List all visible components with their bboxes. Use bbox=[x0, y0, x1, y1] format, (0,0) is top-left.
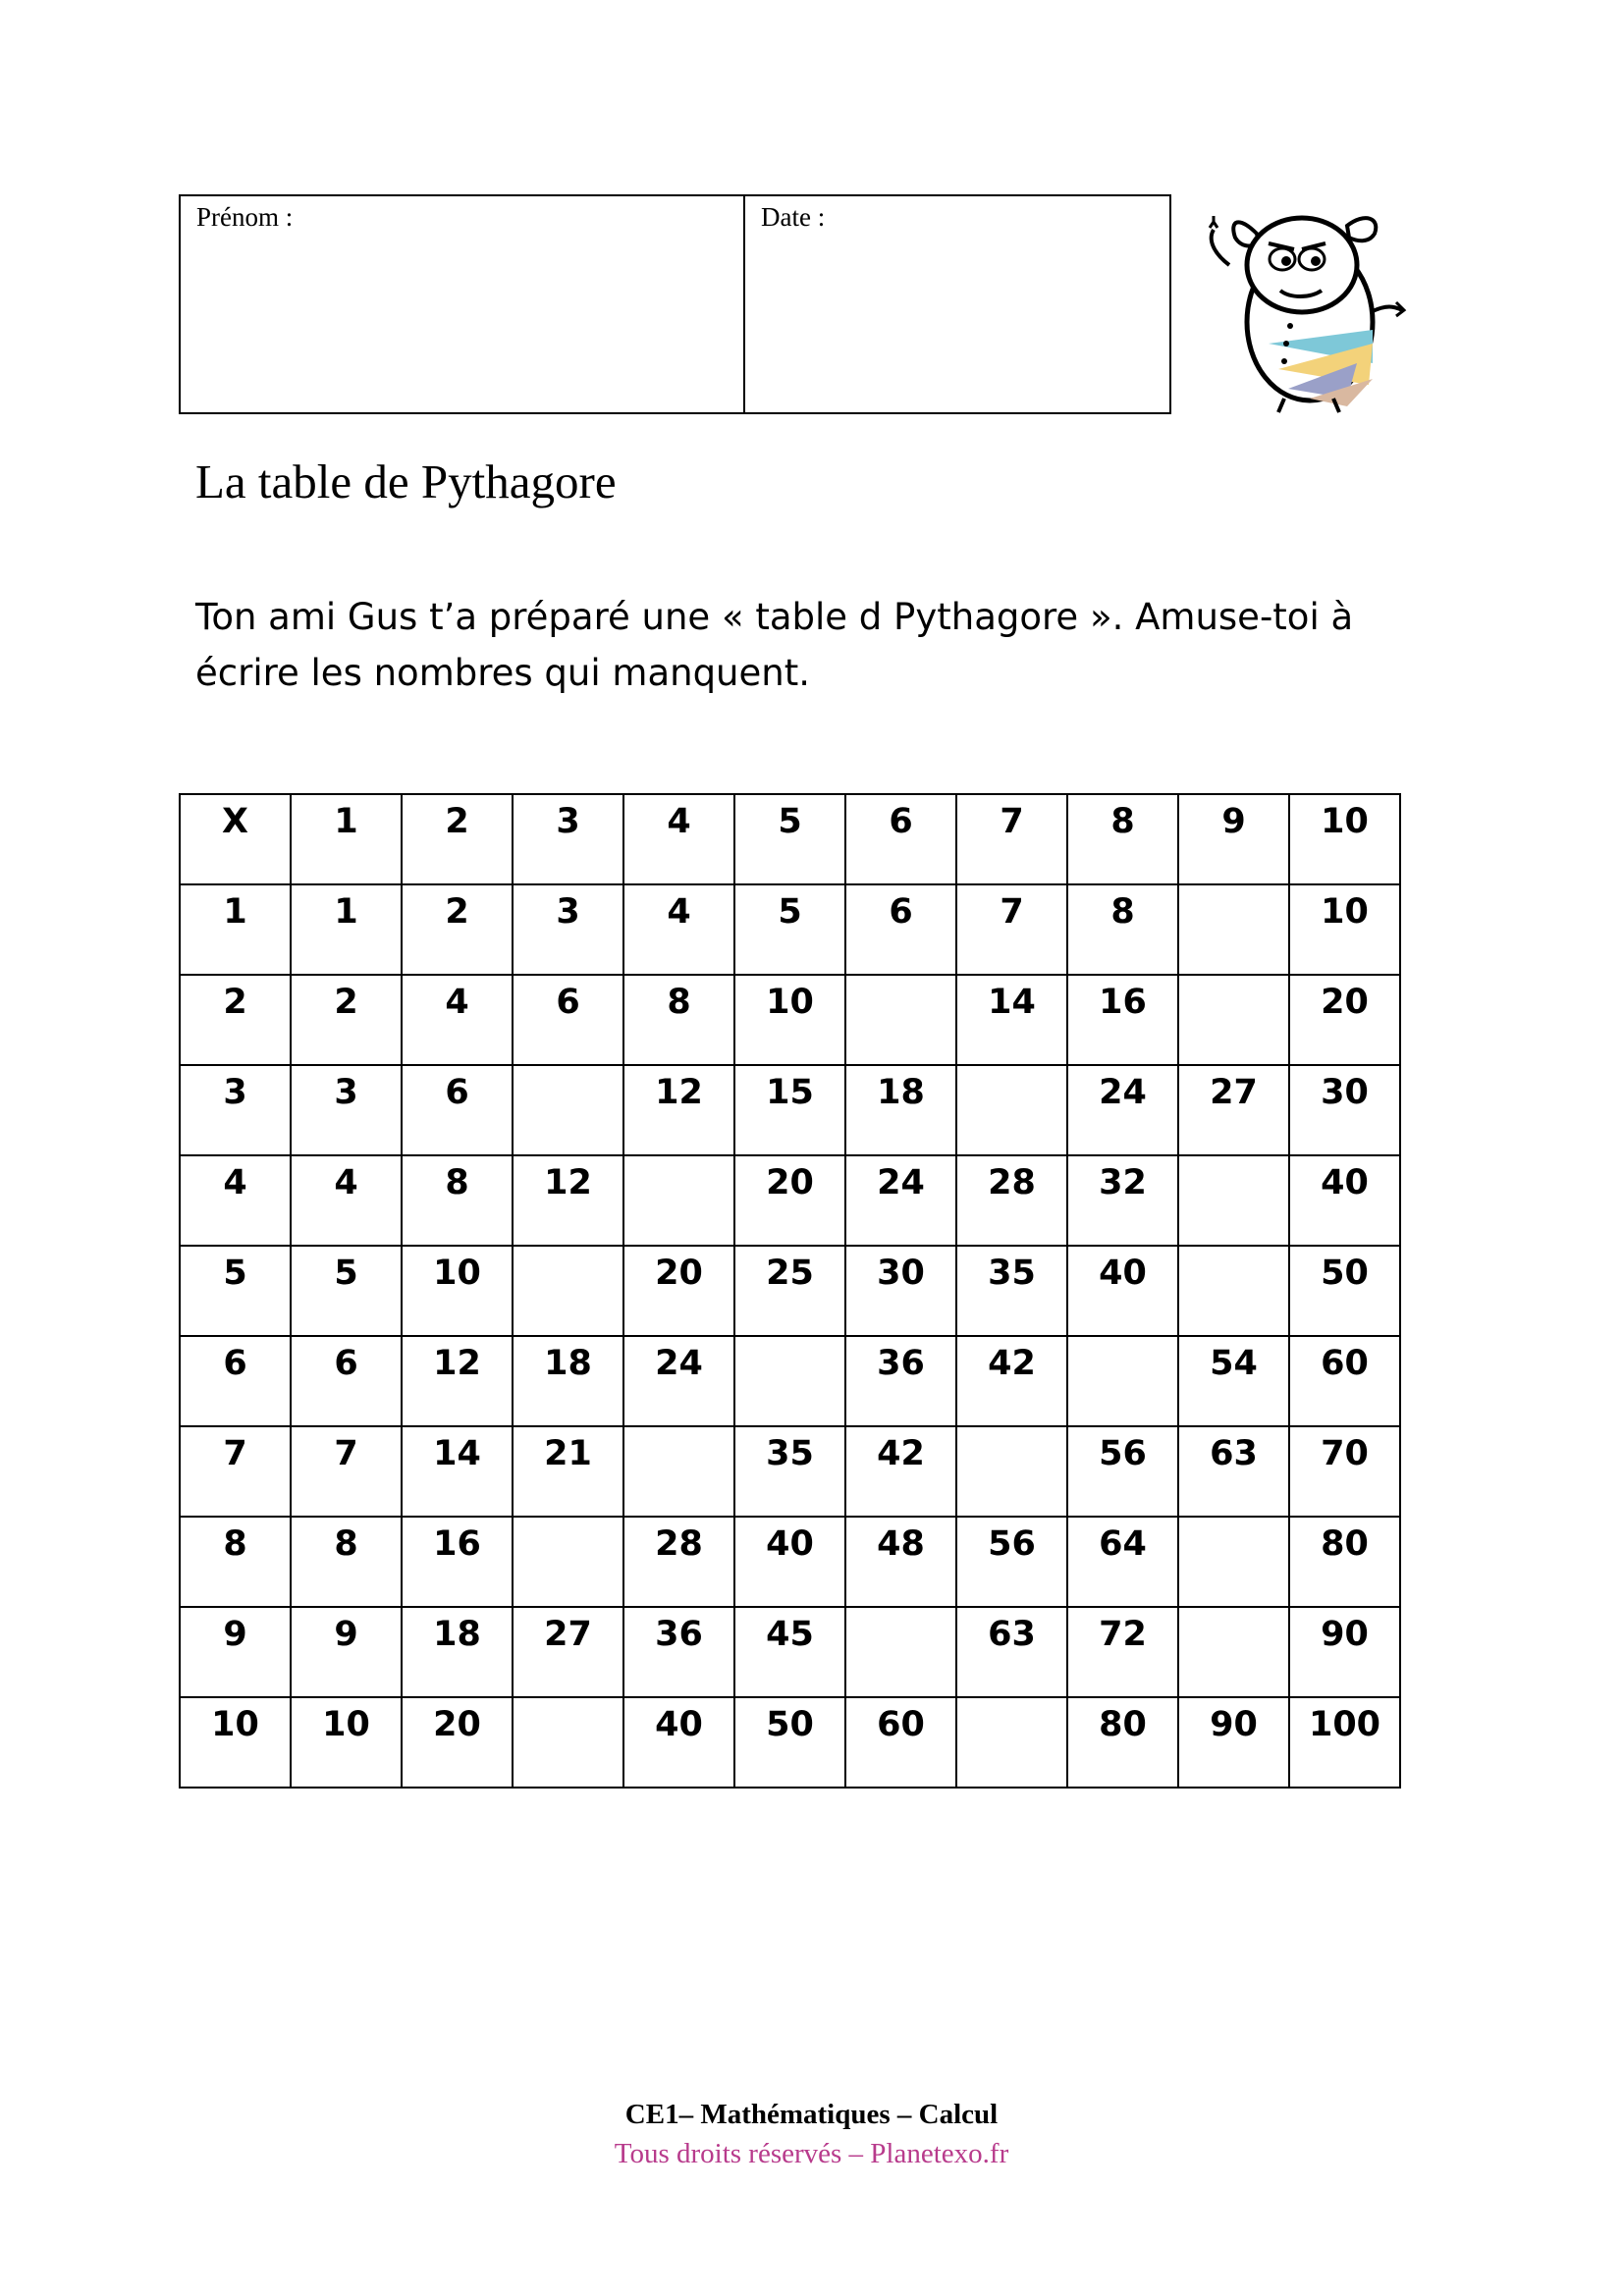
table-cell-value: 30 bbox=[877, 1254, 925, 1293]
table-cell bbox=[513, 975, 623, 1065]
table-cell-value: 48 bbox=[877, 1524, 925, 1564]
table-cell bbox=[402, 1607, 513, 1697]
table-cell-value: 24 bbox=[1099, 1073, 1147, 1112]
table-cell-value: 24 bbox=[655, 1344, 703, 1383]
table-cell-value: 56 bbox=[988, 1524, 1036, 1564]
table-cell-value: 3 bbox=[334, 1073, 358, 1112]
table-cell-value: 90 bbox=[1210, 1705, 1258, 1744]
table-cell-value: 7 bbox=[223, 1434, 247, 1473]
table-blank-cell[interactable] bbox=[1178, 884, 1289, 975]
table-cell-value: 80 bbox=[1099, 1705, 1147, 1744]
table-cell bbox=[402, 1336, 513, 1426]
table-header-cell bbox=[1289, 794, 1400, 884]
table-cell bbox=[845, 1336, 956, 1426]
table-cell bbox=[734, 1246, 845, 1336]
table-cell-value: 2 bbox=[334, 983, 358, 1022]
table-cell bbox=[513, 1336, 623, 1426]
table-cell-value: 50 bbox=[1321, 1254, 1369, 1293]
table-cell-value: 14 bbox=[988, 983, 1036, 1022]
table-cell bbox=[734, 1065, 845, 1155]
table-cell-value: 16 bbox=[433, 1524, 481, 1564]
table-cell-value: 9 bbox=[334, 1615, 358, 1654]
table-cell bbox=[1289, 1065, 1400, 1155]
table-header-cell bbox=[734, 794, 845, 884]
table-cell bbox=[1067, 1517, 1178, 1607]
table-cell-value: X bbox=[222, 802, 248, 841]
table-header-cell bbox=[180, 1426, 291, 1517]
table-cell bbox=[1289, 1336, 1400, 1426]
table-cell bbox=[291, 1426, 402, 1517]
table-cell-value: 9 bbox=[223, 1615, 247, 1654]
table-cell-value: 42 bbox=[988, 1344, 1036, 1383]
table-cell-value: 10 bbox=[1321, 802, 1369, 841]
table-blank-cell[interactable] bbox=[1067, 1336, 1178, 1426]
table-cell-value: 64 bbox=[1099, 1524, 1147, 1564]
table-blank-cell[interactable] bbox=[1178, 1246, 1289, 1336]
table-cell-value: 4 bbox=[334, 1163, 358, 1202]
table-cell-value: 36 bbox=[655, 1615, 703, 1654]
table-cell bbox=[1178, 1697, 1289, 1788]
table-cell bbox=[623, 1517, 734, 1607]
table-cell-value: 4 bbox=[445, 983, 469, 1022]
table-cell-value: 3 bbox=[556, 892, 580, 932]
table-cell bbox=[734, 1426, 845, 1517]
table-header-cell bbox=[180, 975, 291, 1065]
table-cell bbox=[1289, 1697, 1400, 1788]
table-cell bbox=[734, 1607, 845, 1697]
table-cell bbox=[1178, 1426, 1289, 1517]
table-cell-value: 5 bbox=[334, 1254, 358, 1293]
table-cell bbox=[623, 1246, 734, 1336]
table-blank-cell[interactable] bbox=[1178, 1155, 1289, 1246]
table-row bbox=[180, 1607, 1400, 1697]
table-header-cell bbox=[180, 1697, 291, 1788]
table-cell-value: 2 bbox=[223, 983, 247, 1022]
table-header-cell bbox=[180, 1517, 291, 1607]
first-name-field[interactable] bbox=[181, 196, 745, 412]
table-blank-cell[interactable] bbox=[956, 1697, 1067, 1788]
table-cell bbox=[1289, 1607, 1400, 1697]
table-cell-value: 6 bbox=[445, 1073, 469, 1112]
table-cell bbox=[291, 1697, 402, 1788]
table-cell-value: 30 bbox=[1321, 1073, 1369, 1112]
date-field[interactable] bbox=[745, 196, 1169, 412]
table-cell-value: 5 bbox=[778, 892, 802, 932]
table-cell bbox=[291, 975, 402, 1065]
table-cell-value: 28 bbox=[655, 1524, 703, 1564]
table-cell bbox=[1289, 884, 1400, 975]
table-row bbox=[180, 1065, 1400, 1155]
table-blank-cell[interactable] bbox=[956, 1065, 1067, 1155]
table-cell-value: 5 bbox=[223, 1254, 247, 1293]
instructions-text: Ton ami Gus t’a préparé une « table d Pythagore ». Amuse-toi à écrire les nombres qui manquent. bbox=[195, 596, 1354, 694]
table-cell-value: 60 bbox=[1321, 1344, 1369, 1383]
table-cell bbox=[845, 1697, 956, 1788]
table-cell bbox=[1067, 1246, 1178, 1336]
table-cell-value: 3 bbox=[556, 802, 580, 841]
table-cell bbox=[402, 1426, 513, 1517]
table-cell-value: 20 bbox=[433, 1705, 481, 1744]
table-cell bbox=[734, 1155, 845, 1246]
table-cell-value: 21 bbox=[544, 1434, 592, 1473]
table-cell bbox=[956, 975, 1067, 1065]
table-cell bbox=[1067, 1065, 1178, 1155]
table-cell-value: 1 bbox=[334, 892, 358, 932]
pythagoras-table bbox=[179, 793, 1401, 1789]
table-cell bbox=[845, 1246, 956, 1336]
date-label: Date : bbox=[761, 202, 826, 232]
table-cell bbox=[1067, 1426, 1178, 1517]
table-cell bbox=[291, 1246, 402, 1336]
table-cell bbox=[623, 1697, 734, 1788]
table-cell-value: 9 bbox=[1221, 802, 1246, 841]
table-cell-value: 35 bbox=[988, 1254, 1036, 1293]
table-cell bbox=[845, 1155, 956, 1246]
table-blank-cell[interactable] bbox=[956, 1426, 1067, 1517]
table-cell bbox=[845, 1065, 956, 1155]
table-cell bbox=[956, 1155, 1067, 1246]
table-cell-value: 8 bbox=[1110, 802, 1135, 841]
table-cell-value: 12 bbox=[433, 1344, 481, 1383]
table-cell-value: 1 bbox=[223, 892, 247, 932]
table-cell-value: 50 bbox=[766, 1705, 814, 1744]
table-row bbox=[180, 1697, 1400, 1788]
table-cell bbox=[402, 1697, 513, 1788]
table-cell-value: 40 bbox=[1321, 1163, 1369, 1202]
table-header-cell bbox=[623, 794, 734, 884]
page-title: La table de Pythagore bbox=[195, 454, 617, 508]
table-cell bbox=[1067, 1155, 1178, 1246]
table-cell bbox=[623, 975, 734, 1065]
table-cell-value: 25 bbox=[766, 1254, 814, 1293]
table-cell-value: 40 bbox=[766, 1524, 814, 1564]
table-cell-value: 7 bbox=[334, 1434, 358, 1473]
table-cell-value: 6 bbox=[223, 1344, 247, 1383]
table-cell-value: 6 bbox=[556, 983, 580, 1022]
table-cell bbox=[1289, 1426, 1400, 1517]
table-cell-value: 4 bbox=[667, 892, 691, 932]
table-cell-value: 32 bbox=[1099, 1163, 1147, 1202]
table-cell-value: 100 bbox=[1308, 1705, 1381, 1744]
table-cell-value: 12 bbox=[544, 1163, 592, 1202]
table-blank-cell[interactable] bbox=[623, 1426, 734, 1517]
table-cell bbox=[513, 1426, 623, 1517]
table-blank-cell[interactable] bbox=[845, 975, 956, 1065]
table-header-cell bbox=[956, 794, 1067, 884]
table-cell-value: 10 bbox=[1321, 892, 1369, 932]
table-header-cell bbox=[1178, 794, 1289, 884]
table-cell-value: 6 bbox=[889, 802, 913, 841]
table-cell-value: 20 bbox=[766, 1163, 814, 1202]
table-cell bbox=[402, 1246, 513, 1336]
table-cell-value: 42 bbox=[877, 1434, 925, 1473]
table-cell bbox=[623, 1065, 734, 1155]
gus-sheep-mascot-icon bbox=[1200, 196, 1410, 418]
table-cell-value: 8 bbox=[1110, 892, 1135, 932]
table-row bbox=[180, 1517, 1400, 1607]
table-cell-value: 3 bbox=[223, 1073, 247, 1112]
table-cell-value: 7 bbox=[1000, 802, 1024, 841]
table-cell-value: 20 bbox=[655, 1254, 703, 1293]
table-cell-value: 60 bbox=[877, 1705, 925, 1744]
table-row bbox=[180, 1426, 1400, 1517]
table-cell bbox=[956, 1607, 1067, 1697]
table-cell-value: 1 bbox=[334, 802, 358, 841]
table-cell-value: 8 bbox=[223, 1524, 247, 1564]
table-cell-value: 54 bbox=[1210, 1344, 1258, 1383]
table-cell-value: 90 bbox=[1321, 1615, 1369, 1654]
footer-subject: CE1– Mathématiques – Calcul bbox=[624, 2099, 999, 2130]
table-row bbox=[180, 884, 1400, 975]
table-blank-cell[interactable] bbox=[513, 1246, 623, 1336]
table-header-cell bbox=[1067, 794, 1178, 884]
table-cell bbox=[291, 1517, 402, 1607]
table-header-cell bbox=[513, 794, 623, 884]
table-cell-value: 16 bbox=[1099, 983, 1147, 1022]
table-cell-value: 10 bbox=[322, 1705, 370, 1744]
table-cell bbox=[402, 1155, 513, 1246]
table-cell bbox=[291, 1336, 402, 1426]
table-blank-cell[interactable] bbox=[623, 1155, 734, 1246]
table-cell-value: 24 bbox=[877, 1163, 925, 1202]
table-cell bbox=[291, 1155, 402, 1246]
table-cell-value: 45 bbox=[766, 1615, 814, 1654]
table-cell-value: 4 bbox=[223, 1163, 247, 1202]
table-cell-value: 40 bbox=[1099, 1254, 1147, 1293]
table-cell bbox=[623, 1607, 734, 1697]
table-cell bbox=[1067, 1697, 1178, 1788]
table-row bbox=[180, 1336, 1400, 1426]
table-cell-value: 8 bbox=[445, 1163, 469, 1202]
table-cell-value: 2 bbox=[445, 802, 469, 841]
table-cell-value: 27 bbox=[1210, 1073, 1258, 1112]
table-cell-value: 72 bbox=[1099, 1615, 1147, 1654]
table-cell-value: 18 bbox=[544, 1344, 592, 1383]
table-row bbox=[180, 1246, 1400, 1336]
table-cell bbox=[956, 1246, 1067, 1336]
table-cell bbox=[402, 884, 513, 975]
table-header-cell bbox=[291, 794, 402, 884]
table-cell-value: 10 bbox=[211, 1705, 259, 1744]
table-header-cell bbox=[845, 794, 956, 884]
table-blank-cell[interactable] bbox=[513, 1065, 623, 1155]
table-cell-value: 18 bbox=[433, 1615, 481, 1654]
table-cell-value: 56 bbox=[1099, 1434, 1147, 1473]
table-blank-cell[interactable] bbox=[513, 1517, 623, 1607]
table-cell-value: 10 bbox=[433, 1254, 481, 1293]
table-cell-value: 80 bbox=[1321, 1524, 1369, 1564]
table-cell-value: 12 bbox=[655, 1073, 703, 1112]
table-cell-value: 4 bbox=[667, 802, 691, 841]
table-cell bbox=[1067, 884, 1178, 975]
table-header-cell bbox=[180, 1155, 291, 1246]
table-blank-cell[interactable] bbox=[1178, 1517, 1289, 1607]
table-cell bbox=[1289, 1155, 1400, 1246]
table-cell bbox=[734, 1697, 845, 1788]
table-cell-value: 6 bbox=[889, 892, 913, 932]
student-info-box bbox=[179, 194, 1171, 414]
table-cell-value: 70 bbox=[1321, 1434, 1369, 1473]
table-cell bbox=[291, 1607, 402, 1697]
table-cell bbox=[956, 884, 1067, 975]
table-cell-value: 63 bbox=[988, 1615, 1036, 1654]
table-cell-value: 14 bbox=[433, 1434, 481, 1473]
table-cell bbox=[402, 1517, 513, 1607]
table-blank-cell[interactable] bbox=[1178, 1607, 1289, 1697]
table-row bbox=[180, 975, 1400, 1065]
table-header-cell bbox=[180, 1065, 291, 1155]
table-blank-cell[interactable] bbox=[513, 1697, 623, 1788]
table-row bbox=[180, 794, 1400, 884]
table-cell-value: 5 bbox=[778, 802, 802, 841]
table-cell bbox=[956, 1336, 1067, 1426]
table-cell bbox=[513, 1155, 623, 1246]
table-blank-cell[interactable] bbox=[845, 1607, 956, 1697]
first-name-label: Prénom : bbox=[196, 202, 294, 232]
table-cell bbox=[513, 1607, 623, 1697]
table-cell-value: 6 bbox=[334, 1344, 358, 1383]
table-cell bbox=[1178, 1336, 1289, 1426]
table-header-cell bbox=[180, 884, 291, 975]
table-cell bbox=[1067, 1607, 1178, 1697]
table-cell bbox=[623, 884, 734, 975]
footer-rights: Tous droits réservés – Planetexo.fr bbox=[614, 2138, 1009, 2169]
table-cell bbox=[734, 884, 845, 975]
table-cell-value: 18 bbox=[877, 1073, 925, 1112]
table-cell bbox=[845, 1426, 956, 1517]
table-cell-value: 8 bbox=[334, 1524, 358, 1564]
table-cell-value: 40 bbox=[655, 1705, 703, 1744]
table-cell bbox=[1289, 975, 1400, 1065]
table-blank-cell[interactable] bbox=[1178, 975, 1289, 1065]
table-cell bbox=[734, 1517, 845, 1607]
table-cell-value: 7 bbox=[1000, 892, 1024, 932]
table-header-cell bbox=[402, 794, 513, 884]
table-cell-value: 35 bbox=[766, 1434, 814, 1473]
table-cell bbox=[402, 1065, 513, 1155]
table-cell bbox=[291, 1065, 402, 1155]
table-cell bbox=[845, 1517, 956, 1607]
table-cell-value: 15 bbox=[766, 1073, 814, 1112]
table-cell-value: 20 bbox=[1321, 983, 1369, 1022]
table-cell-value: 28 bbox=[988, 1163, 1036, 1202]
table-cell bbox=[513, 884, 623, 975]
table-header-cell bbox=[180, 1336, 291, 1426]
table-cell bbox=[956, 1517, 1067, 1607]
table-cell-value: 63 bbox=[1210, 1434, 1258, 1473]
table-cell bbox=[1289, 1246, 1400, 1336]
table-cell-value: 8 bbox=[667, 983, 691, 1022]
table-row bbox=[180, 1155, 1400, 1246]
table-cell-value: 10 bbox=[766, 983, 814, 1022]
table-cell bbox=[734, 975, 845, 1065]
table-blank-cell[interactable] bbox=[734, 1336, 845, 1426]
table-header-cell bbox=[180, 1607, 291, 1697]
table-cell bbox=[1067, 975, 1178, 1065]
table-header-cell bbox=[180, 794, 291, 884]
table-cell bbox=[1178, 1065, 1289, 1155]
table-cell-value: 2 bbox=[445, 892, 469, 932]
table-header-cell bbox=[180, 1246, 291, 1336]
table-cell bbox=[291, 884, 402, 975]
table-cell bbox=[1289, 1517, 1400, 1607]
table-cell bbox=[623, 1336, 734, 1426]
table-cell-value: 27 bbox=[544, 1615, 592, 1654]
table-cell bbox=[402, 975, 513, 1065]
table-cell bbox=[845, 884, 956, 975]
table-cell-value: 36 bbox=[877, 1344, 925, 1383]
